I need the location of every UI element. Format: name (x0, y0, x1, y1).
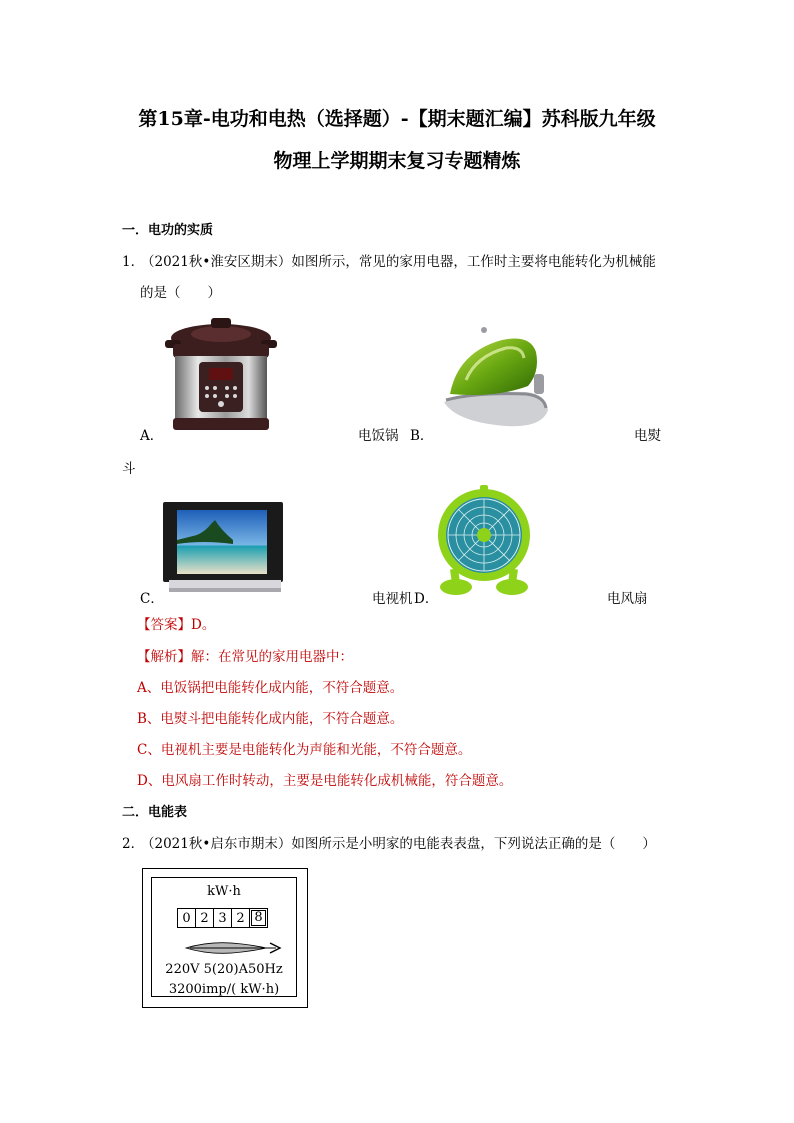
section-heading-2: 二．电能表 (122, 805, 188, 820)
option-d-label: 电风扇 (607, 591, 648, 607)
question-2-stem: （2021秋•启东市期末）如图所示是小明家的电能表表盘，下列说法正确的是（ ） (141, 836, 656, 852)
meter-panel (151, 877, 297, 997)
question-2-number: 2． (122, 836, 145, 852)
iron-image (436, 322, 556, 434)
tv-image (163, 500, 283, 596)
meter-unit: kW·h (207, 884, 241, 899)
question-1-stem-line1: （2021秋•淮安区期末）如图所示，常见的家用电器，工作时主要将电能转化为机械能 (141, 254, 656, 270)
option-b-label-wrap: 斗 (122, 461, 136, 477)
question-1-number: 1． (122, 254, 145, 270)
meter-digits (178, 908, 268, 928)
meter-digit: 2 (231, 908, 250, 928)
question-1-stem-line2: 的是（ ） (140, 285, 221, 301)
analysis-intro: 解：在常见的家用电器中： (191, 649, 353, 665)
option-a-letter: A． (140, 428, 164, 444)
option-b-label: 电熨 (634, 428, 661, 444)
analysis-line (137, 645, 353, 665)
meter-spec-voltage: 220V 5(20)A50Hz (165, 962, 283, 977)
answer-tag: 【答案】 (137, 617, 191, 633)
analysis-item-c: C、电视机主要是电能转化为声能和光能，不符合题意。 (137, 742, 472, 758)
page-title-line2: 物理上学期期末复习专题精炼 (273, 150, 521, 172)
option-a-label: 电饭锅 (358, 428, 399, 444)
answer-value: D。 (191, 617, 216, 633)
meter-digit: 3 (213, 908, 232, 928)
meter-disc-arrow-icon (182, 940, 282, 956)
analysis-item-a: A、电饭锅把电能转化成内能，不符合题意。 (137, 680, 404, 696)
rice-cooker-image (163, 316, 279, 436)
meter-spec-constant: 3200imp/( kW·h) (168, 982, 280, 997)
electric-meter-figure (142, 868, 308, 1008)
option-d-letter: D． (414, 591, 439, 607)
fan-image (434, 485, 534, 597)
meter-digit: 2 (195, 908, 214, 928)
option-c-label: 电视机 (372, 591, 413, 607)
meter-digit: 0 (177, 908, 196, 928)
option-c-letter: C． (140, 591, 164, 607)
meter-digit-decimal: 8 (249, 908, 268, 928)
answer-line (137, 613, 215, 633)
analysis-item-b: B、电熨斗把电能转化成内能，不符合题意。 (137, 711, 404, 727)
page-title-line1: 第15章-电功和电热（选择题）-【期末题汇编】苏科版九年级 (138, 108, 656, 130)
analysis-tag: 【解析】 (137, 649, 191, 665)
option-b-letter: B． (410, 428, 434, 444)
section-heading-1: 一．电功的实质 (122, 223, 214, 238)
analysis-item-d: D、电风扇工作时转动，主要是电能转化成机械能，符合题意。 (137, 773, 513, 789)
